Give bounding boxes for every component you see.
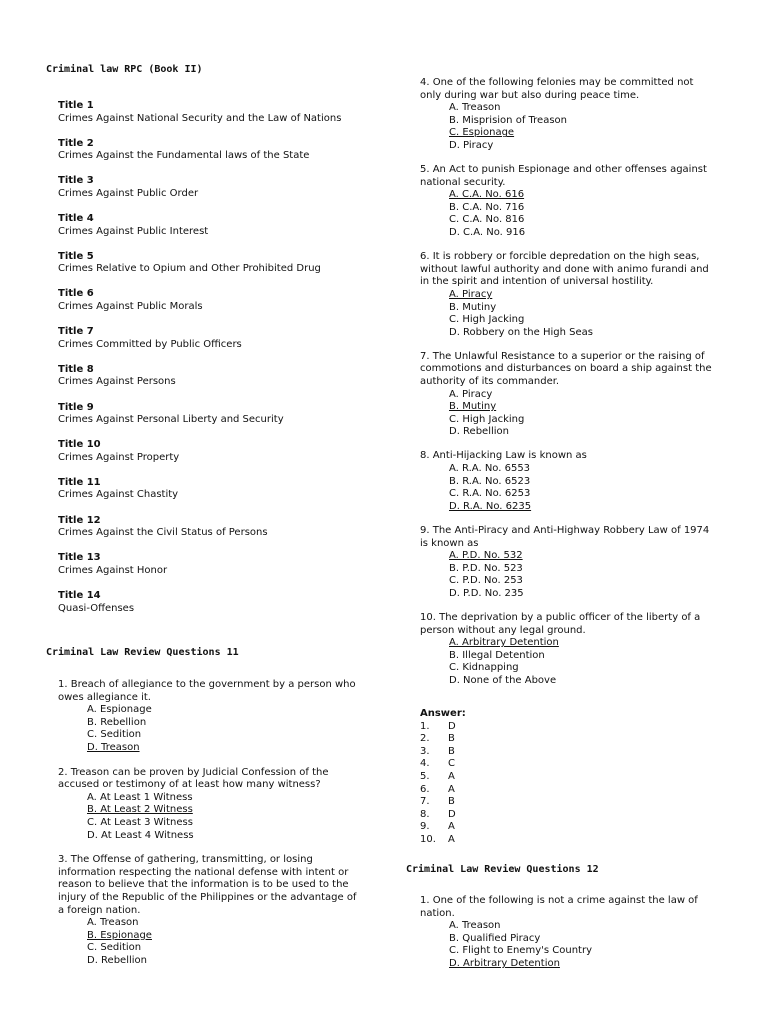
answer-number: 5. <box>420 770 430 782</box>
answer-row <box>420 721 620 734</box>
title-block <box>58 100 346 125</box>
question-option <box>420 426 715 439</box>
question-option <box>420 127 715 140</box>
option-text: C. High Jacking <box>449 314 525 326</box>
title-description: Crimes Against the Civil Status of Persons <box>58 527 268 539</box>
title-description: Crimes Against Chastity <box>58 489 179 501</box>
answer-letter: D <box>448 808 456 820</box>
question-item <box>420 164 715 240</box>
question-option <box>58 717 358 730</box>
option-text: D. Piracy <box>449 139 494 151</box>
question-option <box>58 804 358 817</box>
option-text: C. Sedition <box>87 942 142 954</box>
answer-number: 2. <box>420 733 430 745</box>
answer-letter: B <box>448 796 455 808</box>
question-option <box>420 214 715 227</box>
question-item <box>420 612 715 688</box>
question-option <box>420 414 715 427</box>
option-text: D. At Least 4 Witness <box>87 829 194 841</box>
option-text: A. Treason <box>449 102 501 114</box>
answer-letter: B <box>448 745 455 757</box>
correct-option: B. At Least 2 Witness <box>87 804 193 816</box>
question-item <box>420 77 715 153</box>
answer-number: 8. <box>420 808 430 820</box>
option-text: B. C.A. No. 716 <box>449 201 525 213</box>
option-text: A. R.A. No. 6553 <box>449 463 531 475</box>
option-text: A. Espionage <box>87 704 152 716</box>
answer-number: 6. <box>420 783 430 795</box>
question-option <box>420 933 715 946</box>
title-description: Crimes Against Persons <box>58 376 176 388</box>
question-option <box>420 675 715 688</box>
title-block <box>58 439 346 464</box>
option-text: D. Rebellion <box>449 426 509 438</box>
question-item <box>420 450 715 513</box>
title-label: Title 1 <box>58 100 94 111</box>
question-text: 1. Breach of allegiance to the government by a person who owes allegiance it. <box>58 679 356 703</box>
answer-row <box>420 821 620 834</box>
question-option <box>420 302 715 315</box>
answer-row <box>420 758 620 771</box>
question-item <box>420 525 715 601</box>
title-label: Title 10 <box>58 439 101 451</box>
title-block <box>58 138 346 163</box>
question-option <box>420 202 715 215</box>
answer-heading: Answer: <box>420 708 466 719</box>
answer-number: 7. <box>420 796 430 808</box>
question-item <box>58 679 358 755</box>
title-block <box>58 515 346 540</box>
answer-number: 9. <box>420 821 430 833</box>
option-text: C. Kidnapping <box>449 662 519 674</box>
title-label: Title 12 <box>58 514 101 526</box>
question-text: 10. The deprivation by a public officer of the liberty of a person without any legal ground. <box>420 611 701 636</box>
question-option <box>58 742 358 755</box>
title-block <box>58 364 346 389</box>
title-label: Title 7 <box>58 326 94 338</box>
question-item <box>58 767 358 843</box>
option-text: B. Qualified Piracy <box>449 932 541 944</box>
correct-option: D. Treason <box>87 741 140 753</box>
question-option <box>420 314 715 327</box>
question-option <box>420 327 715 340</box>
option-text: C. R.A. No. 6253 <box>449 488 531 500</box>
title-block <box>58 175 346 200</box>
answer-row <box>420 834 620 847</box>
correct-option: B. Espionage <box>87 929 152 941</box>
answer-letter: D <box>448 720 456 732</box>
question-text: 6. It is robbery or forcible depredation on the high seas, without lawful authority and done with animo furandi and in the spirit and intention of universal hostility. <box>420 251 709 288</box>
review12-heading: Criminal Law Review Questions 12 <box>406 864 599 875</box>
answer-letter: A <box>448 783 455 795</box>
option-text: A. Treason <box>449 920 501 932</box>
question-option <box>58 830 358 843</box>
correct-option: A. P.D. No. 532 <box>449 550 523 562</box>
question-option <box>420 637 715 650</box>
answer-number: 3. <box>420 745 430 757</box>
answer-letter: A <box>448 770 455 782</box>
correct-option: A. Arbitrary Detention <box>449 637 559 649</box>
answer-number: 4. <box>420 758 430 770</box>
answer-row <box>420 733 620 746</box>
titles-list <box>46 100 346 628</box>
title-label: Title 2 <box>58 137 94 149</box>
question-option <box>420 550 715 563</box>
question-option <box>420 588 715 601</box>
title-block <box>58 213 346 238</box>
option-text: A. At Least 1 Witness <box>87 791 193 803</box>
question-text: 8. Anti-Hijacking Law is known as <box>420 450 587 462</box>
title-block <box>58 326 346 351</box>
question-option <box>420 575 715 588</box>
left-questions <box>58 679 358 979</box>
option-text: B. Mutiny <box>449 301 497 313</box>
option-text: D. Rebellion <box>87 954 147 966</box>
option-text: B. P.D. No. 523 <box>449 562 523 574</box>
option-text: B. Misprision of Treason <box>449 114 567 126</box>
option-text: D. P.D. No. 235 <box>449 587 524 599</box>
title-block <box>58 288 346 313</box>
question-option <box>420 389 715 402</box>
title-description: Crimes Against Honor <box>58 564 168 576</box>
option-text: D. Robbery on the High Seas <box>449 326 593 338</box>
right-questions <box>420 77 715 699</box>
title-block <box>58 477 346 502</box>
title-label: Title 4 <box>58 213 94 225</box>
title-description: Crimes Against Public Interest <box>58 225 209 237</box>
title-label: Title 13 <box>58 552 101 564</box>
option-text: C. Sedition <box>87 729 142 741</box>
document-heading: Criminal law RPC (Book II) <box>46 64 203 75</box>
correct-option: D. Arbitrary Detention <box>449 957 560 969</box>
question-option <box>58 729 358 742</box>
title-block <box>58 402 346 427</box>
option-text: C. C.A. No. 816 <box>449 214 525 226</box>
answer-letter: C <box>448 758 455 770</box>
option-text: C. P.D. No. 253 <box>449 575 523 587</box>
title-label: Title 6 <box>58 288 94 300</box>
question-text: 2. Treason can be proven by Judicial Confession of the accused or testimony of at least how many witness? <box>58 766 329 791</box>
answer-letter: A <box>448 821 455 833</box>
correct-option: A. C.A. No. 616 <box>449 189 525 201</box>
title-description: Quasi-Offenses <box>58 602 135 614</box>
title-description: Crimes Committed by Public Officers <box>58 338 242 350</box>
option-text: D. None of the Above <box>449 674 557 686</box>
option-text: C. At Least 3 Witness <box>87 816 193 828</box>
question-option <box>420 476 715 489</box>
title-block <box>58 590 346 615</box>
question-option <box>58 704 358 717</box>
correct-option: A. Piracy <box>449 288 493 300</box>
title-description: Crimes Against National Security and the Law of Nations <box>58 112 342 124</box>
question-item <box>420 251 715 339</box>
answer-row <box>420 784 620 797</box>
option-text: B. R.A. No. 6523 <box>449 475 531 487</box>
title-description: Crimes Against Personal Liberty and Security <box>58 414 284 426</box>
answer-section <box>420 708 620 847</box>
question-text: 7. The Unlawful Resistance to a superior or the raising of commotions and disturbances on board a ship against the authority of its commander. <box>420 350 712 387</box>
option-text: C. High Jacking <box>449 413 525 425</box>
answer-list <box>420 721 620 847</box>
question-option <box>58 942 358 955</box>
title-block <box>58 552 346 577</box>
question-text: 3. The Offense of gathering, transmitting, or losing information respecting the national defense with intent or reason to believe that the information is to be used to the injury of the Republic of the Philippines or the advantage of a foreign nation. <box>58 854 357 916</box>
correct-option: C. Espionage <box>449 127 515 139</box>
question-option <box>420 662 715 675</box>
review12-questions <box>420 895 715 982</box>
question-option <box>420 501 715 514</box>
answer-row <box>420 771 620 784</box>
answer-letter: A <box>448 833 455 845</box>
option-text: D. C.A. No. 916 <box>449 227 526 239</box>
question-option <box>420 401 715 414</box>
question-option <box>420 289 715 302</box>
option-text: A. Treason <box>87 917 139 929</box>
option-text: C. Flight to Enemy's Country <box>449 945 592 957</box>
answer-number: 10. <box>420 833 436 845</box>
question-option <box>58 917 358 930</box>
question-option <box>420 650 715 663</box>
title-label: Title 14 <box>58 589 101 601</box>
title-label: Title 8 <box>58 363 94 375</box>
answer-number: 1. <box>420 720 430 732</box>
title-label: Title 5 <box>58 250 94 262</box>
question-item <box>420 895 715 971</box>
question-text: 5. An Act to punish Espionage and other offenses against national security. <box>420 164 707 188</box>
title-description: Crimes Against Public Morals <box>58 301 203 313</box>
title-description: Crimes Relative to Opium and Other Prohibited Drug <box>58 263 321 275</box>
title-description: Crimes Against Property <box>58 451 180 463</box>
answer-row <box>420 746 620 759</box>
question-option <box>58 930 358 943</box>
question-option <box>420 488 715 501</box>
title-label: Title 3 <box>58 175 94 187</box>
question-option <box>420 227 715 240</box>
question-option <box>420 920 715 933</box>
title-block <box>58 251 346 276</box>
option-text: B. Rebellion <box>87 716 147 728</box>
title-label: Title 9 <box>58 401 94 413</box>
title-description: Crimes Against the Fundamental laws of the State <box>58 150 310 162</box>
correct-option: D. R.A. No. 6235 <box>449 500 532 512</box>
question-option <box>420 563 715 576</box>
question-option <box>420 115 715 128</box>
question-option <box>420 945 715 958</box>
question-text: 4. One of the following felonies may be committed not only during war but also during peace time. <box>420 77 694 101</box>
question-text: 9. The Anti-Piracy and Anti-Highway Robbery Law of 1974 is known as <box>420 524 710 549</box>
question-option <box>420 463 715 476</box>
answer-letter: B <box>448 733 455 745</box>
option-text: A. Piracy <box>449 388 493 400</box>
answer-row <box>420 796 620 809</box>
option-text: B. Illegal Detention <box>449 649 545 661</box>
question-option <box>420 102 715 115</box>
question-option <box>420 189 715 202</box>
question-text: 1. One of the following is not a crime against the law of nation. <box>420 895 698 919</box>
question-option <box>58 792 358 805</box>
question-option <box>420 140 715 153</box>
question-item <box>58 854 358 967</box>
question-item <box>420 351 715 439</box>
title-label: Title 11 <box>58 476 101 488</box>
question-option <box>420 958 715 971</box>
correct-option: B. Mutiny <box>449 401 497 413</box>
question-option <box>58 955 358 968</box>
review11-heading: Criminal Law Review Questions 11 <box>46 647 239 658</box>
title-description: Crimes Against Public Order <box>58 187 199 199</box>
answer-row <box>420 809 620 822</box>
question-option <box>58 817 358 830</box>
